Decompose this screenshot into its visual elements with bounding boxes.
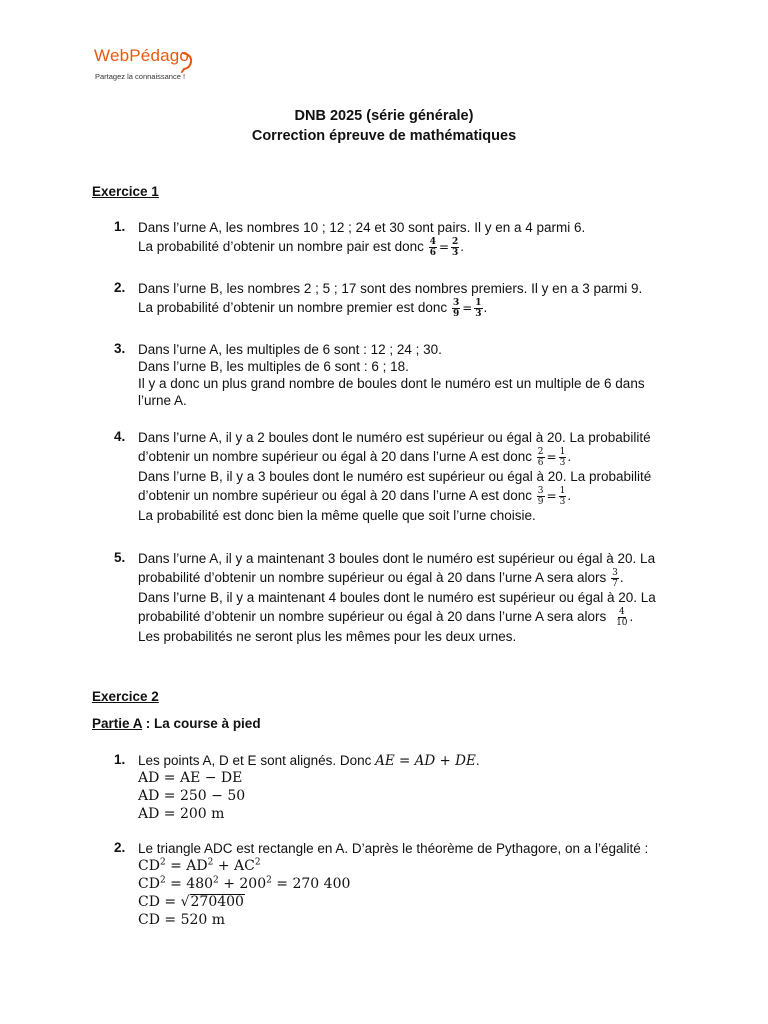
partie-a-heading: Partie A : La course à pied — [92, 716, 261, 731]
fraction: $\frac{1}{3}$ — [559, 446, 566, 468]
fraction: $\frac{4}{6}$ — [429, 236, 436, 258]
pythagore-equality: $CD^2 = AD^2 + AC^2$ — [138, 857, 261, 874]
exercice-1-heading: Exercice 1 — [92, 184, 159, 199]
fraction: $\frac{2}{6}$ — [537, 446, 544, 468]
logo-tagline: Partagez la connaissance ! — [95, 72, 186, 81]
ex1-q5-result-a: probabilité d’obtenir un nombre supérieur ou égal à 20 dans l’urne A sera alors $\frac{3}{7}$ . — [138, 567, 624, 589]
fraction: $\frac{3}{9}$ — [452, 297, 460, 319]
speech-bubble-icon — [180, 51, 194, 73]
ex1-q1-result: La probabilité d’obtenir un nombre pair est donc $\frac{4}{6}$ = $\frac{2}{3}$ . — [138, 236, 465, 258]
fraction: $\frac{4}{10}$ — [616, 606, 628, 628]
fraction: $\frac{3}{7}$ — [612, 567, 618, 589]
ex1-q4-result-b: d’obtenir un nombre supérieur ou égal à 20 dans l’urne A est donc $\frac{3}{9}$ = $\frac{1}{3}$ . — [138, 485, 572, 507]
document-title: DNB 2025 (série générale) — [294, 108, 474, 124]
fraction: $\frac{3}{9}$ — [537, 485, 544, 507]
logo-name: WebPédago — [94, 46, 190, 65]
fraction: $\frac{1}{3}$ — [475, 297, 482, 319]
ex1-q5-result-b: probabilité d’obtenir un nombre supérieur ou égal à 20 dans l’urne A sera alors $\frac{4}{10}$ . — [138, 606, 634, 628]
fraction: $\frac{1}{3}$ — [559, 485, 566, 507]
exercice-2-heading: Exercice 2 — [92, 689, 159, 704]
webpedago-logo — [94, 46, 204, 86]
ex1-q2-result: La probabilité d’obtenir un nombre premier est donc $\frac{3}{9}$ = $\frac{1}{3}$ . — [138, 297, 488, 319]
document-subtitle: Correction épreuve de mathématiques — [251, 128, 517, 144]
ex1-q4-result-a: d’obtenir un nombre supérieur ou égal à 20 dans l’urne A est donc $\frac{2}{6}$ = $\frac{1}{3}$ . — [138, 446, 572, 468]
fraction: $\frac{2}{3}$ — [452, 236, 459, 258]
